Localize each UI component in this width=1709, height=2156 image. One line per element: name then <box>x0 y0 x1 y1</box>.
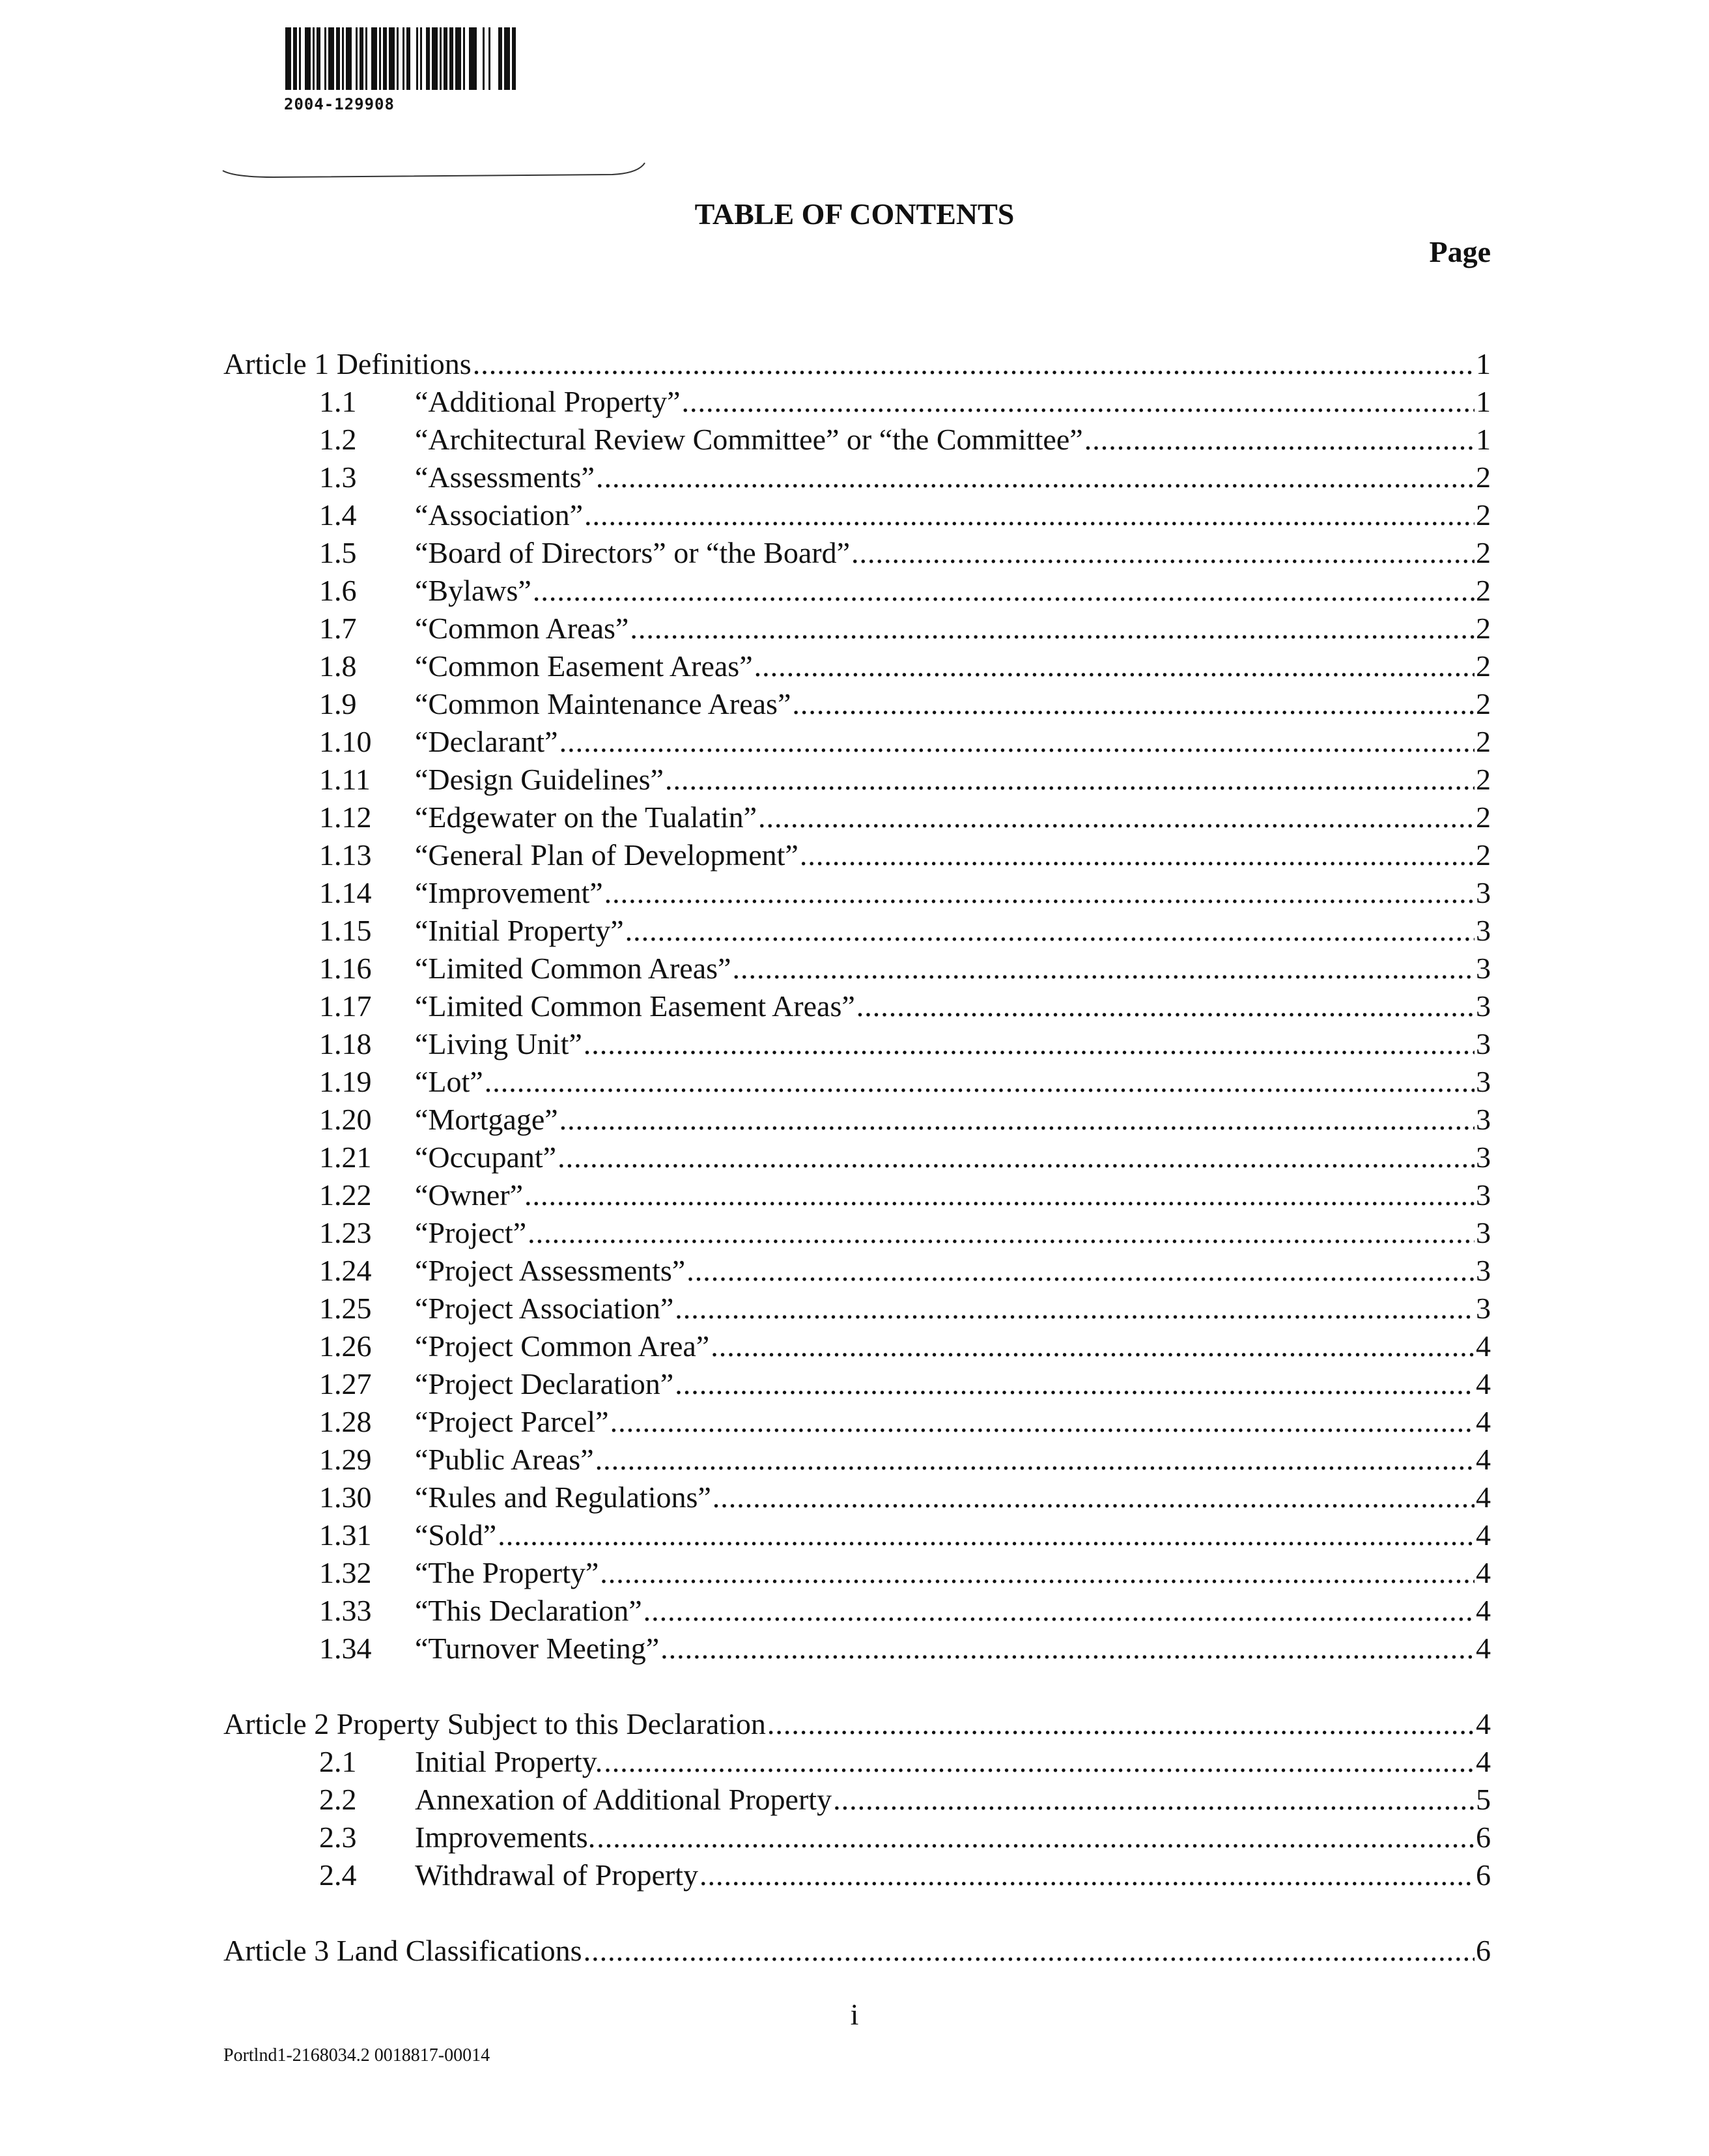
barcode-bar <box>389 27 395 90</box>
toc-section-row <box>223 647 1491 685</box>
toc-section-number: 1.20 <box>319 1103 372 1136</box>
toc-page-number: 2 <box>1476 612 1491 645</box>
dot-leader <box>792 685 1475 723</box>
toc-section-number: 1.18 <box>319 1027 372 1060</box>
dot-leader <box>610 1403 1475 1441</box>
toc-page-number: 2 <box>1476 687 1491 720</box>
toc-section-row <box>223 723 1491 761</box>
toc-section-number: 1.8 <box>319 649 357 683</box>
barcode <box>285 27 574 90</box>
toc-section-number: 1.26 <box>319 1329 372 1363</box>
toc-section-number: 1.10 <box>319 725 372 758</box>
toc-section-title: “Common Areas” <box>415 612 629 645</box>
toc-page-number: 4 <box>1476 1707 1491 1740</box>
toc-page-number: 3 <box>1476 1027 1491 1060</box>
dot-leader <box>711 1327 1475 1365</box>
dot-leader <box>604 874 1475 912</box>
toc-section-row <box>223 572 1491 610</box>
toc-section-number: 1.19 <box>319 1065 372 1098</box>
toc-section-row <box>223 1290 1491 1327</box>
toc-section-title: “Design Guidelines” <box>415 763 664 796</box>
toc-section-row <box>223 496 1491 534</box>
toc-section-row <box>223 1819 1491 1856</box>
dot-leader <box>643 1592 1475 1630</box>
toc-section-row <box>223 1403 1491 1441</box>
toc-page-number: 3 <box>1476 1178 1491 1212</box>
toc-page-number: 4 <box>1476 1405 1491 1438</box>
dot-leader <box>584 1025 1475 1063</box>
toc-section-title: “Turnover Meeting” <box>415 1632 660 1665</box>
toc-page-number: 2 <box>1476 801 1491 834</box>
toc-section-title: “Project Parcel” <box>415 1405 609 1438</box>
toc-section-row <box>223 421 1491 459</box>
toc-page-number: 2 <box>1476 649 1491 683</box>
footer-document-id: Portlnd1-2168034.2 0018817-00014 <box>223 2045 490 2065</box>
dot-leader <box>600 1554 1475 1592</box>
toc-section-row <box>223 1554 1491 1592</box>
toc-section-title: “Edgewater on the Tualatin” <box>415 801 757 834</box>
page-column-label: Page <box>1429 235 1491 268</box>
toc-section-row <box>223 836 1491 874</box>
dot-leader <box>660 1630 1475 1667</box>
toc-section-title: “Project Association” <box>415 1292 674 1325</box>
toc-page-number: 3 <box>1476 1216 1491 1249</box>
toc-section-title: “Additional Property” <box>415 385 681 418</box>
toc-section-number: 1.29 <box>319 1443 372 1476</box>
toc-page-number: 2 <box>1476 725 1491 758</box>
dot-leader <box>528 1214 1475 1252</box>
toc-page-number: 6 <box>1476 1821 1491 1854</box>
toc-section-row <box>223 1063 1491 1101</box>
dot-leader <box>604 1743 1475 1781</box>
dot-leader <box>833 1781 1475 1819</box>
toc-section-number: 1.34 <box>319 1632 372 1665</box>
toc-page-number: 4 <box>1476 1481 1491 1514</box>
toc-section-number: 2.4 <box>319 1858 357 1892</box>
dot-leader <box>713 1479 1475 1516</box>
toc-section-title: “Board of Directors” or “the Board” <box>415 536 850 569</box>
dot-leader <box>682 383 1475 421</box>
toc-section-row <box>223 1743 1491 1781</box>
toc-section-title: “Project Common Area” <box>415 1329 710 1363</box>
toc-section-title: “Project Assessments” <box>415 1254 686 1287</box>
toc-section-number: 1.2 <box>319 423 357 456</box>
toc-page-number: 5 <box>1476 1783 1491 1816</box>
toc-section-title: “Declarant” <box>415 725 558 758</box>
toc-page-number: 4 <box>1476 1367 1491 1400</box>
barcode-bar <box>285 27 291 90</box>
toc-section-title: “Lot” <box>415 1065 483 1098</box>
dot-leader <box>758 799 1475 836</box>
toc-section-row <box>223 1479 1491 1516</box>
toc-article-label: Article 2 Property Subject to this Declaration <box>223 1707 766 1740</box>
dot-leader <box>675 1365 1475 1403</box>
toc-section-title: “Architectural Review Committee” or “the Committee” <box>415 423 1083 456</box>
dot-leader <box>1084 421 1475 459</box>
toc-section-row <box>223 912 1491 950</box>
barcode-number: 2004-129908 <box>284 95 395 113</box>
toc-page-number: 3 <box>1476 1141 1491 1174</box>
barcode-bar <box>455 27 461 90</box>
dot-leader <box>675 1290 1475 1327</box>
toc-page-number: 2 <box>1476 536 1491 569</box>
toc-section-number: 1.11 <box>319 763 371 796</box>
toc-section-number: 1.9 <box>319 687 357 720</box>
toc-section-title: “Association” <box>415 498 584 532</box>
dot-leader <box>597 1819 1475 1856</box>
toc-section-title: “Public Areas” <box>415 1443 594 1476</box>
toc-section-number: 1.5 <box>319 536 357 569</box>
dot-leader <box>596 459 1475 496</box>
toc-section-number: 1.22 <box>319 1178 372 1212</box>
toc-section-row <box>223 383 1491 421</box>
toc-section-number: 1.21 <box>319 1141 372 1174</box>
toc-section-number: 1.16 <box>319 952 372 985</box>
toc-section-row <box>223 799 1491 836</box>
toc-section-row <box>223 1327 1491 1365</box>
dot-leader <box>686 1252 1475 1290</box>
toc-article-row <box>223 345 1491 383</box>
toc-section-title: “Project Declaration” <box>415 1367 674 1400</box>
toc-section-number: 2.3 <box>319 1821 357 1854</box>
toc-section-number: 1.30 <box>319 1481 372 1514</box>
toc-section-title: “Occupant” <box>415 1141 557 1174</box>
dot-leader <box>851 534 1475 572</box>
toc-section-row <box>223 761 1491 799</box>
toc-section-row <box>223 987 1491 1025</box>
dot-leader <box>856 987 1475 1025</box>
toc-section-title: Withdrawal of Property <box>415 1858 699 1892</box>
toc-page-number: 6 <box>1476 1934 1491 1967</box>
toc-page-number: 4 <box>1476 1443 1491 1476</box>
toc-section-title: Annexation of Additional Property <box>415 1783 832 1816</box>
dot-leader <box>524 1176 1475 1214</box>
toc-section-row <box>223 950 1491 987</box>
barcode-bar <box>504 27 510 90</box>
toc-page-number: 4 <box>1476 1329 1491 1363</box>
barcode-bar <box>328 27 334 90</box>
toc-page-number: 4 <box>1476 1518 1491 1552</box>
toc-page-number: 3 <box>1476 876 1491 909</box>
toc-section-row <box>223 1365 1491 1403</box>
dot-leader <box>699 1856 1475 1894</box>
toc-section-number: 1.24 <box>319 1254 372 1287</box>
toc-section-number: 1.4 <box>319 498 357 532</box>
toc-section-row <box>223 685 1491 723</box>
toc-section-title: “Project” <box>415 1216 527 1249</box>
toc-page-number: 6 <box>1476 1858 1491 1892</box>
dot-leader <box>625 912 1475 950</box>
barcode-bar <box>305 27 311 90</box>
toc-section-title: “Assessments” <box>415 461 595 494</box>
scan-line <box>221 155 651 181</box>
toc-section-row <box>223 534 1491 572</box>
toc-section-row <box>223 1176 1491 1214</box>
toc-section-title: Improvements. <box>415 1821 596 1854</box>
toc-section-title: Initial Property. <box>415 1745 603 1778</box>
toc-section-number: 1.27 <box>319 1367 372 1400</box>
toc-section-title: “The Property” <box>415 1556 599 1589</box>
dot-leader <box>558 1139 1475 1176</box>
dot-leader <box>754 647 1475 685</box>
toc-section-number: 1.33 <box>319 1594 372 1627</box>
toc-section-row <box>223 610 1491 647</box>
toc-section-title: “This Declaration” <box>415 1594 642 1627</box>
toc-page-number: 2 <box>1476 461 1491 494</box>
toc-section-number: 1.6 <box>319 574 357 607</box>
toc-section-row <box>223 1441 1491 1479</box>
toc-page-number: 3 <box>1476 914 1491 947</box>
toc-page-number: 2 <box>1476 838 1491 872</box>
toc-section-title: “Improvement” <box>415 876 603 909</box>
toc-section-title: “Common Maintenance Areas” <box>415 687 791 720</box>
toc-page-number: 1 <box>1476 423 1491 456</box>
toc-section-number: 1.3 <box>319 461 357 494</box>
barcode-bar <box>490 27 498 90</box>
toc-section-number: 1.12 <box>319 801 372 834</box>
barcode-bar <box>469 27 477 90</box>
toc-page-number: 4 <box>1476 1632 1491 1665</box>
toc-section-row <box>223 1139 1491 1176</box>
toc-article-label: Article 3 Land Classifications <box>223 1934 582 1967</box>
toc-section-number: 1.25 <box>319 1292 372 1325</box>
dot-leader <box>595 1441 1475 1479</box>
dot-leader <box>630 610 1475 647</box>
toc-page-number: 3 <box>1476 1065 1491 1098</box>
toc-article-label: Article 1 Definitions <box>223 347 472 380</box>
toc-section-number: 2.2 <box>319 1783 357 1816</box>
toc-section-number: 1.15 <box>319 914 372 947</box>
toc-section-title: “Living Unit” <box>415 1027 582 1060</box>
toc-page-number: 2 <box>1476 763 1491 796</box>
toc-section-row <box>223 1252 1491 1290</box>
toc-page-number: 3 <box>1476 1254 1491 1287</box>
dot-leader <box>559 723 1475 761</box>
toc-section-number: 1.28 <box>319 1405 372 1438</box>
toc-section-row <box>223 1592 1491 1630</box>
toc-page-number: 4 <box>1476 1745 1491 1778</box>
barcode-bar <box>432 27 438 90</box>
toc-section-number: 1.31 <box>319 1518 372 1552</box>
barcode-bar <box>477 27 483 90</box>
document-title: TABLE OF CONTENTS <box>694 197 1015 231</box>
toc-page-number: 4 <box>1476 1556 1491 1589</box>
toc-page-number: 2 <box>1476 574 1491 607</box>
dot-leader <box>498 1516 1475 1554</box>
toc-section-title: “General Plan of Development” <box>415 838 798 872</box>
table-of-contents <box>223 345 1491 1970</box>
toc-page-number: 1 <box>1476 385 1491 418</box>
dot-leader <box>533 572 1475 610</box>
toc-article-row <box>223 1705 1491 1743</box>
toc-page-number: 3 <box>1476 952 1491 985</box>
dot-leader <box>473 345 1475 383</box>
toc-section-title: “Limited Common Areas” <box>415 952 731 985</box>
toc-section-title: “Owner” <box>415 1178 524 1212</box>
toc-section-number: 1.14 <box>319 876 372 909</box>
dot-leader <box>584 496 1475 534</box>
toc-section-title: “Sold” <box>415 1518 497 1552</box>
dot-leader <box>800 836 1475 874</box>
toc-page-number: 3 <box>1476 1292 1491 1325</box>
toc-page-number: 3 <box>1476 1103 1491 1136</box>
toc-section-row <box>223 1856 1491 1894</box>
toc-section-number: 2.1 <box>319 1745 357 1778</box>
toc-article-row <box>223 1932 1491 1970</box>
toc-section-row <box>223 1630 1491 1667</box>
toc-section-title: “Limited Common Easement Areas” <box>415 989 855 1023</box>
dot-leader <box>559 1101 1475 1139</box>
toc-section-number: 1.23 <box>319 1216 372 1249</box>
footer-page-number: i <box>850 1998 859 2031</box>
toc-section-row <box>223 1101 1491 1139</box>
toc-section-row <box>223 874 1491 912</box>
barcode-bar <box>512 27 516 90</box>
toc-section-number: 1.1 <box>319 385 357 418</box>
toc-page-number: 2 <box>1476 498 1491 532</box>
toc-section-title: “Bylaws” <box>415 574 531 607</box>
dot-leader <box>732 950 1475 987</box>
dot-leader <box>584 1932 1475 1970</box>
toc-section-row <box>223 1516 1491 1554</box>
toc-section-title: “Rules and Regulations” <box>415 1481 711 1514</box>
toc-page-number: 3 <box>1476 989 1491 1023</box>
dot-leader <box>767 1705 1475 1743</box>
toc-section-row <box>223 1781 1491 1819</box>
barcode-bar <box>346 27 352 90</box>
toc-section-title: “Common Easement Areas” <box>415 649 753 683</box>
toc-page-number: 1 <box>1476 347 1491 380</box>
toc-section-title: “Initial Property” <box>415 914 624 947</box>
toc-section-row <box>223 1025 1491 1063</box>
barcode-bar <box>410 27 416 90</box>
toc-section-number: 1.32 <box>319 1556 372 1589</box>
toc-section-row <box>223 1214 1491 1252</box>
barcode-bar <box>371 27 377 90</box>
dot-leader <box>485 1063 1475 1101</box>
dot-leader <box>665 761 1475 799</box>
toc-section-title: “Mortgage” <box>415 1103 558 1136</box>
toc-section-number: 1.17 <box>319 989 372 1023</box>
toc-page-number: 4 <box>1476 1594 1491 1627</box>
toc-section-row <box>223 459 1491 496</box>
toc-section-number: 1.7 <box>319 612 357 645</box>
toc-section-number: 1.13 <box>319 838 372 872</box>
